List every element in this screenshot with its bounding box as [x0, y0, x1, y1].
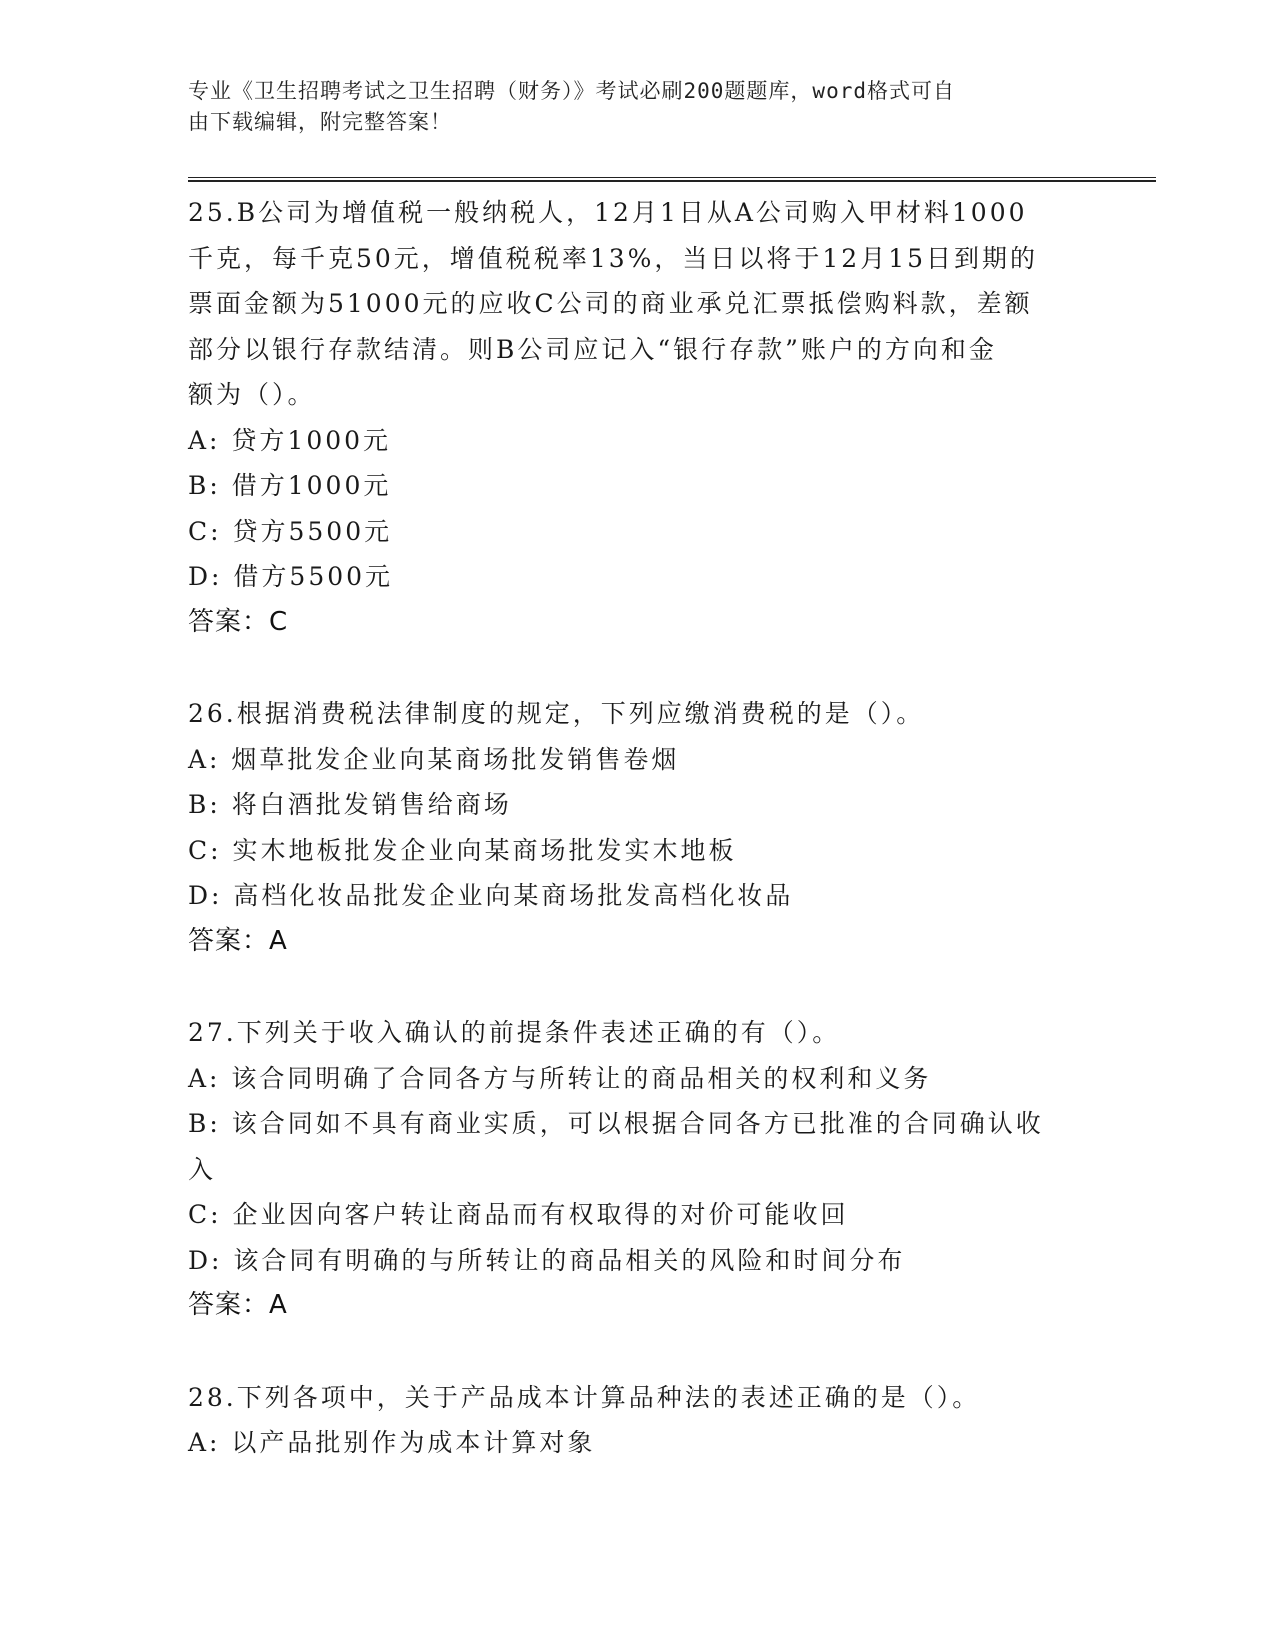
option-b: B: 将白酒批发销售给商场 [188, 790, 512, 819]
question-stem-line: 26.根据消费税法律制度的规定，下列应缴消费税的是（）。 [188, 699, 925, 728]
document-header [188, 76, 1068, 138]
header-divider-thin [188, 177, 1156, 178]
question-list [188, 190, 1088, 1466]
option-a: A: 烟草批发企业向某商场批发销售卷烟 [188, 744, 680, 774]
header-line-1: 专业《卫生招聘考试之卫生招聘（财务）》考试必刷200题题库，word格式可自 [188, 79, 955, 103]
question-27 [188, 1010, 1088, 1329]
option-d: D: 借方5500元 [188, 562, 394, 591]
question-spacer [188, 964, 1088, 1010]
answer-line: 答案：A [188, 925, 288, 956]
question-stem-line: 部分以银行存款结清。则B公司应记入“银行存款”账户的方向和金 [188, 334, 997, 364]
option-a: A: 贷方1000元 [188, 425, 392, 455]
question-spacer [188, 1329, 1088, 1375]
answer-line: 答案：C [188, 606, 289, 637]
option-c: C: 实木地板批发企业向某商场批发实木地板 [188, 835, 737, 865]
question-stem-line: 票面金额为51000元的应收C公司的商业承兑汇票抵偿购料款，差额 [188, 289, 1033, 318]
header-line-2: 由下载编辑，附完整答案！ [188, 110, 452, 134]
question-stem-line: 千克，每千克50元，增值税税率13%，当日以将于12月15日到期的 [188, 243, 1039, 273]
question-spacer [188, 645, 1088, 691]
option-a: A: 以产品批别作为成本计算对象 [188, 1428, 596, 1457]
option-b: B: 该合同如不具有商业实质，可以根据合同各方已批准的合同确认收 [188, 1109, 1044, 1138]
question-stem-line: 27.下列关于收入确认的前提条件表述正确的有（）。 [188, 1018, 841, 1047]
question-26 [188, 691, 1088, 964]
question-28 [188, 1375, 1088, 1466]
option-b: B: 借方1000元 [188, 471, 392, 500]
option-a: A: 该合同明确了合同各方与所转让的商品相关的权利和义务 [188, 1063, 932, 1093]
header-divider-thick [188, 180, 1156, 182]
option-c: C: 贷方5500元 [188, 516, 393, 546]
option-c: C: 企业因向客户转让商品而有权取得的对价可能收回 [188, 1200, 849, 1229]
option-d: D: 高档化妆品批发企业向某商场批发高档化妆品 [188, 881, 794, 910]
option-b-continued: 入 [188, 1154, 217, 1184]
question-stem-line: 28.下列各项中，关于产品成本计算品种法的表述正确的是（）。 [188, 1382, 981, 1412]
question-25 [188, 190, 1088, 645]
option-d: D: 该合同有明确的与所转让的商品相关的风险和时间分布 [188, 1245, 906, 1275]
question-stem-line: 25.B公司为增值税一般纳税人，12月1日从A公司购入甲材料1000 [188, 198, 1028, 227]
answer-line: 答案：A [188, 1290, 288, 1320]
question-stem-line: 额为（）。 [188, 380, 316, 409]
